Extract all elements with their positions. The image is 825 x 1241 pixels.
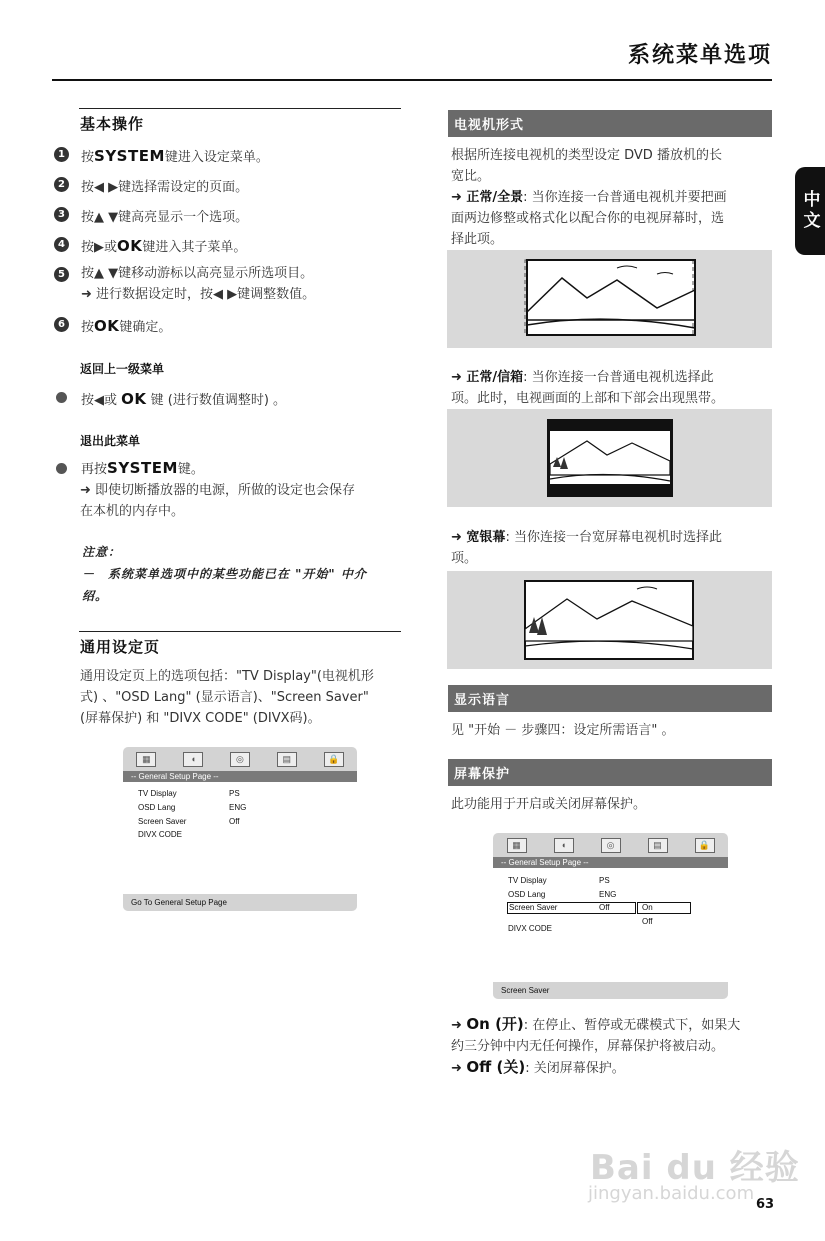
general-setup-menu bbox=[123, 747, 357, 911]
note-label: 注意： bbox=[82, 545, 122, 559]
exit-instruction bbox=[54, 460, 404, 481]
step-subtext: ➜ 进行数据设定时，按◀ ▶键调整数值。 bbox=[81, 287, 316, 302]
landscape-image bbox=[447, 571, 772, 669]
letterbox-illustration bbox=[447, 409, 772, 507]
landscape-image bbox=[447, 409, 772, 507]
general-setup-icon: ▦ bbox=[507, 838, 527, 853]
preference-icon: ▤ bbox=[648, 838, 668, 853]
menu-header: -- General Setup Page -- bbox=[123, 771, 357, 782]
page-title: 系统菜单选项 bbox=[627, 43, 772, 68]
video-setup-icon: ◎ bbox=[230, 752, 250, 767]
preference-icon: ▤ bbox=[277, 752, 297, 767]
menu-row-value: ENG bbox=[229, 803, 247, 812]
ok-key: OK bbox=[121, 390, 147, 408]
tv-line: 项。 bbox=[451, 551, 478, 566]
on-line: : 在停止、暂停或无碟模式下，如果大 bbox=[523, 1018, 741, 1033]
section-rule bbox=[79, 631, 401, 632]
exit-note bbox=[80, 480, 410, 522]
menu-row-label: TV Display bbox=[138, 789, 177, 798]
tv-line: : 当你连接一台普通电视机选择此 bbox=[523, 370, 714, 385]
step-text: 键确定。 bbox=[119, 320, 172, 335]
general-setup-title: 通用设定页 bbox=[80, 638, 161, 656]
step-3 bbox=[54, 206, 404, 225]
arrow-icon: ➜ bbox=[451, 1018, 467, 1033]
step-6 bbox=[54, 316, 404, 335]
arrow-icon: ➜ bbox=[451, 1061, 467, 1076]
screen-saver-bar: 屏幕保护 bbox=[448, 759, 772, 786]
lock-icon: 🔒 bbox=[324, 752, 344, 767]
general-intro bbox=[80, 666, 410, 729]
exit-line: ➜ 即使切断播放器的电源，所做的设定也会保存 bbox=[80, 483, 356, 498]
step-text: 按 bbox=[81, 320, 95, 335]
menu-footer: Screen Saver bbox=[493, 982, 728, 999]
menu-row-label: TV Display bbox=[508, 876, 547, 885]
language-tab: 中文 bbox=[795, 167, 825, 255]
menu-row-value: ENG bbox=[599, 890, 617, 899]
step-5 bbox=[54, 266, 404, 305]
note-line: 绍。 bbox=[82, 589, 109, 603]
menu-row-value: PS bbox=[599, 876, 610, 885]
audio-setup-icon: ◖ bbox=[183, 752, 203, 767]
menu-row-value: Off bbox=[229, 817, 240, 826]
ok-key: OK bbox=[117, 237, 143, 255]
step-text: 键进入其子菜单。 bbox=[142, 240, 247, 255]
widescreen-text bbox=[451, 527, 771, 569]
page-number: 63 bbox=[756, 1197, 775, 1212]
exit-menu-title: 退出此菜单 bbox=[80, 434, 141, 448]
audio-setup-icon: ◖ bbox=[554, 838, 574, 853]
arrow-icon: ➜ bbox=[451, 530, 467, 545]
system-key: SYSTEM bbox=[107, 459, 178, 477]
display-language-text: 见 "开始 － 步骤四：设定所需语言" 。 bbox=[451, 723, 675, 738]
menu-icon-bar bbox=[493, 833, 728, 857]
note-line: － 系统菜单选项中的某些功能已在 "开始" 中介 bbox=[82, 567, 367, 581]
back-instruction bbox=[54, 389, 404, 408]
menu-body bbox=[123, 782, 357, 911]
lock-icon: 🔒 bbox=[695, 838, 715, 853]
letterbox-text bbox=[451, 367, 771, 409]
step-text: 按◀ ▶键选择需设定的页面。 bbox=[81, 180, 249, 195]
general-line: (屏幕保护) 和 "DIVX CODE" (DIVX码)。 bbox=[80, 711, 321, 726]
video-setup-icon: ◎ bbox=[601, 838, 621, 853]
letterbox-label: 正常/信箱 bbox=[466, 370, 524, 385]
menu-body bbox=[493, 868, 728, 999]
step-number: 3 bbox=[54, 207, 69, 222]
arrow-icon: ➜ bbox=[451, 190, 467, 205]
submenu-option-on[interactable]: On bbox=[642, 903, 653, 912]
menu-footer: Go To General Setup Page bbox=[123, 894, 357, 911]
step-number: 6 bbox=[54, 317, 69, 332]
tv-line: 宽比。 bbox=[451, 169, 491, 184]
step-number: 2 bbox=[54, 177, 69, 192]
step-1 bbox=[54, 146, 404, 165]
tv-line: 面两边修整或格式化以配合你的电视屏幕时，选 bbox=[451, 211, 725, 226]
menu-row-label: DIVX CODE bbox=[508, 924, 553, 933]
ok-key: OK bbox=[94, 317, 120, 335]
bullet bbox=[56, 463, 67, 474]
system-key: SYSTEM bbox=[94, 147, 165, 165]
header-rule bbox=[52, 79, 772, 81]
back-menu-title: 返回上一级菜单 bbox=[80, 362, 165, 376]
on-line: 约三分钟中内无任何操作，屏幕保护将被启动。 bbox=[451, 1039, 725, 1054]
pan-scan-label: 正常/全景 bbox=[466, 190, 524, 205]
step-text: 按▲ ▼键高亮显示一个选项。 bbox=[81, 210, 249, 225]
watermark-logo: Bai du 经验 bbox=[590, 1148, 800, 1188]
tv-shape-text bbox=[451, 145, 771, 250]
exit-text: 键。 bbox=[177, 462, 204, 477]
tv-line: : 当你连接一台普通电视机并要把画 bbox=[523, 190, 727, 205]
screen-saver-menu bbox=[493, 833, 728, 999]
screen-saver-text: 此功能用于开启或关闭屏幕保护。 bbox=[451, 797, 647, 812]
submenu-option-off[interactable]: Off bbox=[642, 917, 653, 926]
menu-row-label: DIVX CODE bbox=[138, 830, 183, 839]
basic-ops-title: 基本操作 bbox=[80, 115, 145, 133]
menu-row-value: PS bbox=[229, 789, 240, 798]
tv-line: 择此项。 bbox=[451, 232, 504, 247]
menu-row-label: OSD Lang bbox=[508, 890, 546, 899]
menu-row-label: OSD Lang bbox=[138, 803, 176, 812]
section-rule bbox=[79, 108, 401, 109]
back-text: 键 (进行数值调整时) 。 bbox=[146, 393, 287, 408]
on-off-text bbox=[451, 1014, 773, 1079]
off-line: : 关闭屏幕保护。 bbox=[525, 1061, 625, 1076]
general-line: 式) 、"OSD Lang" (显示语言)、"Screen Saver" bbox=[80, 690, 369, 705]
menu-icon-bar bbox=[123, 747, 357, 771]
general-setup-icon: ▦ bbox=[136, 752, 156, 767]
step-number: 5 bbox=[54, 267, 69, 282]
display-language-bar: 显示语言 bbox=[448, 685, 772, 712]
tv-line: 根据所连接电视机的类型设定 DVD 播放机的长 bbox=[451, 148, 722, 163]
off-label: Off (关) bbox=[466, 1058, 526, 1076]
on-label: On (开) bbox=[466, 1015, 524, 1033]
arrow-icon: ➜ bbox=[451, 370, 467, 385]
bullet bbox=[56, 392, 67, 403]
exit-line: 在本机的内存中。 bbox=[80, 504, 185, 519]
widescreen-illustration bbox=[447, 571, 772, 669]
watermark-url: jingyan.baidu.com bbox=[588, 1183, 755, 1204]
back-text: 按◀或 bbox=[81, 393, 122, 408]
step-number: 4 bbox=[54, 237, 69, 252]
menu-row-value: Off bbox=[599, 903, 610, 912]
exit-text: 再按 bbox=[81, 462, 108, 477]
menu-row-label: Screen Saver bbox=[138, 817, 187, 826]
step-text: 键进入设定菜单。 bbox=[164, 150, 269, 165]
menu-row-label: Screen Saver bbox=[509, 903, 558, 912]
menu-header: -- General Setup Page -- bbox=[493, 857, 728, 868]
step-number: 1 bbox=[54, 147, 69, 162]
note-block bbox=[82, 541, 402, 607]
step-text: 按 bbox=[81, 150, 95, 165]
tv-shape-bar: 电视机形式 bbox=[448, 110, 772, 137]
step-4 bbox=[54, 236, 404, 255]
tv-line: 项。此时，电视画面的上部和下部会出现黑带。 bbox=[451, 391, 725, 406]
tv-line: : 当你连接一台宽屏幕电视机时选择此 bbox=[505, 530, 722, 545]
step-text: 按▶或 bbox=[81, 240, 117, 255]
widescreen-label: 宽银幕 bbox=[466, 530, 506, 545]
pan-scan-dashed-frame bbox=[447, 250, 772, 348]
general-line: 通用设定页上的选项包括："TV Display"(电视机形 bbox=[80, 669, 374, 684]
step-text: 按▲ ▼键移动游标以高亮显示所选项目。 bbox=[81, 266, 314, 281]
step-2 bbox=[54, 176, 404, 195]
